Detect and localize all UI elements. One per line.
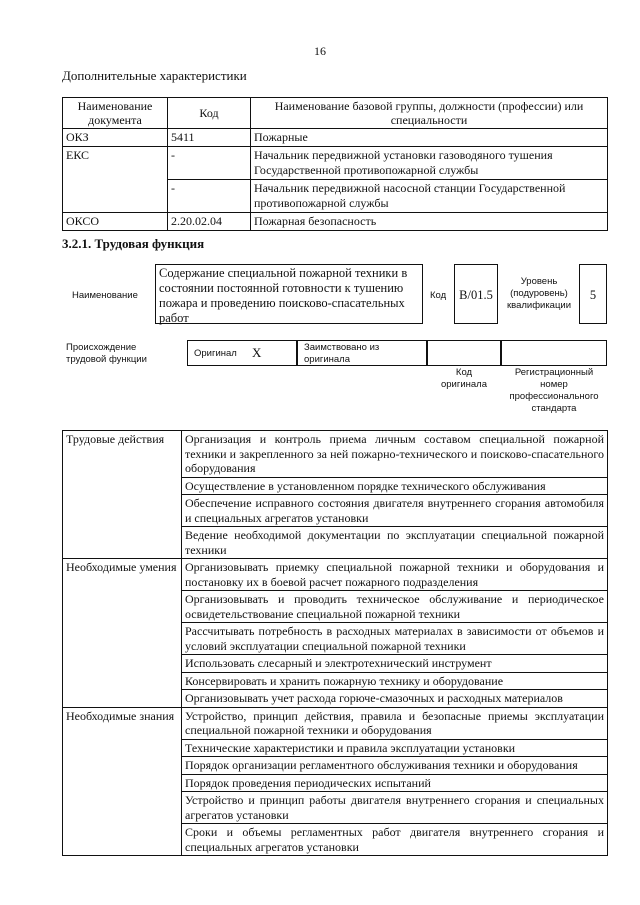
- labor-function-title: 3.2.1. Трудовая функция: [62, 236, 205, 251]
- additional-characteristics-title: Дополнительные характеристики: [62, 68, 247, 83]
- reg-number-label: Регистрационный номер профессионального стандарта: [509, 367, 599, 414]
- table-row: [63, 147, 608, 180]
- category-labor-actions: Трудовые действия: [63, 431, 182, 559]
- cell-name: Начальник передвижной насосной станции Государственной противопожарной службы: [251, 180, 608, 213]
- header-doc: Наименование документа: [63, 98, 168, 129]
- original-label: Оригинал: [194, 348, 237, 359]
- borrowed-label: Заимствовано из оригинала: [304, 342, 380, 365]
- detail-item: Рассчитывать потребность в расходных материалах в зависимости от объемов и условий эксплуатации специальной пожарной техники: [182, 623, 608, 655]
- reg-number-cell: [501, 340, 607, 366]
- cell-doc: ОКСО: [63, 213, 168, 231]
- level-box: 5: [579, 264, 607, 324]
- table-row: [63, 431, 608, 478]
- detail-item: Организация и контроль приема личным составом специальной пожарной техники и закрепленного за ней пожарно-технического и поисково-спасательного оборудования: [182, 431, 608, 478]
- cell-doc: ЕКС: [63, 147, 168, 213]
- detail-item: Организовывать и проводить техническое обслуживание и периодическое освидетельствование специальной пожарной техники: [182, 591, 608, 623]
- detail-item: Технические характеристики и правила эксплуатации установки: [182, 739, 608, 757]
- cell-code: 5411: [168, 129, 251, 147]
- detail-item: Сроки и объемы регламентных работ двигателя внутреннего сгорания и специальных агрегатов установки: [182, 824, 608, 856]
- detail-item: Порядок проведения периодических испытаний: [182, 774, 608, 792]
- additional-characteristics-table: [62, 97, 608, 231]
- table-row: [63, 213, 608, 231]
- cell-code: -: [168, 180, 251, 213]
- cell-name: Начальник передвижной установки газоводяного тушения Государственной противопожарной службы: [251, 147, 608, 180]
- labor-function-details-table: [62, 430, 608, 856]
- page-number: 16: [314, 44, 326, 58]
- level-label: Уровень (подуровень) квалификации: [506, 276, 572, 311]
- code-label: Код: [430, 290, 447, 301]
- cell-code: 2.20.02.04: [168, 213, 251, 231]
- category-required-knowledge: Необходимые знания: [63, 707, 182, 856]
- detail-item: Организовывать учет расхода горюче-смазочных и расходных материалов: [182, 690, 608, 708]
- detail-item: Устройство и принцип работы двигателя внутреннего сгорания и специальных агрегатов установки: [182, 792, 608, 824]
- header-name: Наименование базовой группы, должности (профессии) или специальности: [251, 98, 608, 129]
- detail-item: Ведение необходимой документации по эксплуатации специальной пожарной техники: [182, 527, 608, 559]
- origin-label: Происхождение трудовой функции: [66, 342, 147, 365]
- original-mark: X: [252, 345, 262, 360]
- cell-code: -: [168, 147, 251, 180]
- table-row: [63, 707, 608, 739]
- code-original-label: Код оригинала: [440, 367, 487, 390]
- name-label: Наименование: [72, 290, 138, 301]
- table-header-row: [63, 98, 608, 129]
- table-row: [63, 129, 608, 147]
- detail-item: Использовать слесарный и электротехнический инструмент: [182, 655, 608, 673]
- borrowed-cell: [297, 340, 427, 366]
- original-cell: [187, 340, 297, 366]
- detail-item: Консервировать и хранить пожарную технику и оборудование: [182, 672, 608, 690]
- detail-item: Обеспечение исправного состояния двигателя внутреннего сгорания автомобиля и специальных агрегатов установки: [182, 495, 608, 527]
- header-code: Код: [168, 98, 251, 129]
- cell-name: Пожарные: [251, 129, 608, 147]
- detail-item: Порядок организации регламентного обслуживания техники и оборудования: [182, 757, 608, 775]
- table-row: [63, 559, 608, 591]
- detail-item: Организовывать приемку специальной пожарной техники и оборудования и постановку их в боевой расчет пожарного подразделения: [182, 559, 608, 591]
- function-code-box: B/01.5: [454, 264, 498, 324]
- code-original-cell: [427, 340, 501, 366]
- category-required-skills: Необходимые умения: [63, 559, 182, 708]
- detail-item: Осуществление в установленном порядке технического обслуживания: [182, 477, 608, 495]
- function-name-box: Содержание специальной пожарной техники в состоянии постоянной готовности к тушению пожара и проведению поисково-спасательных работ: [155, 264, 423, 324]
- cell-doc: ОКЗ: [63, 129, 168, 147]
- cell-name: Пожарная безопасность: [251, 213, 608, 231]
- detail-item: Устройство, принцип действия, правила и безопасные приемы эксплуатации специальной пожарной техники и оборудования: [182, 707, 608, 739]
